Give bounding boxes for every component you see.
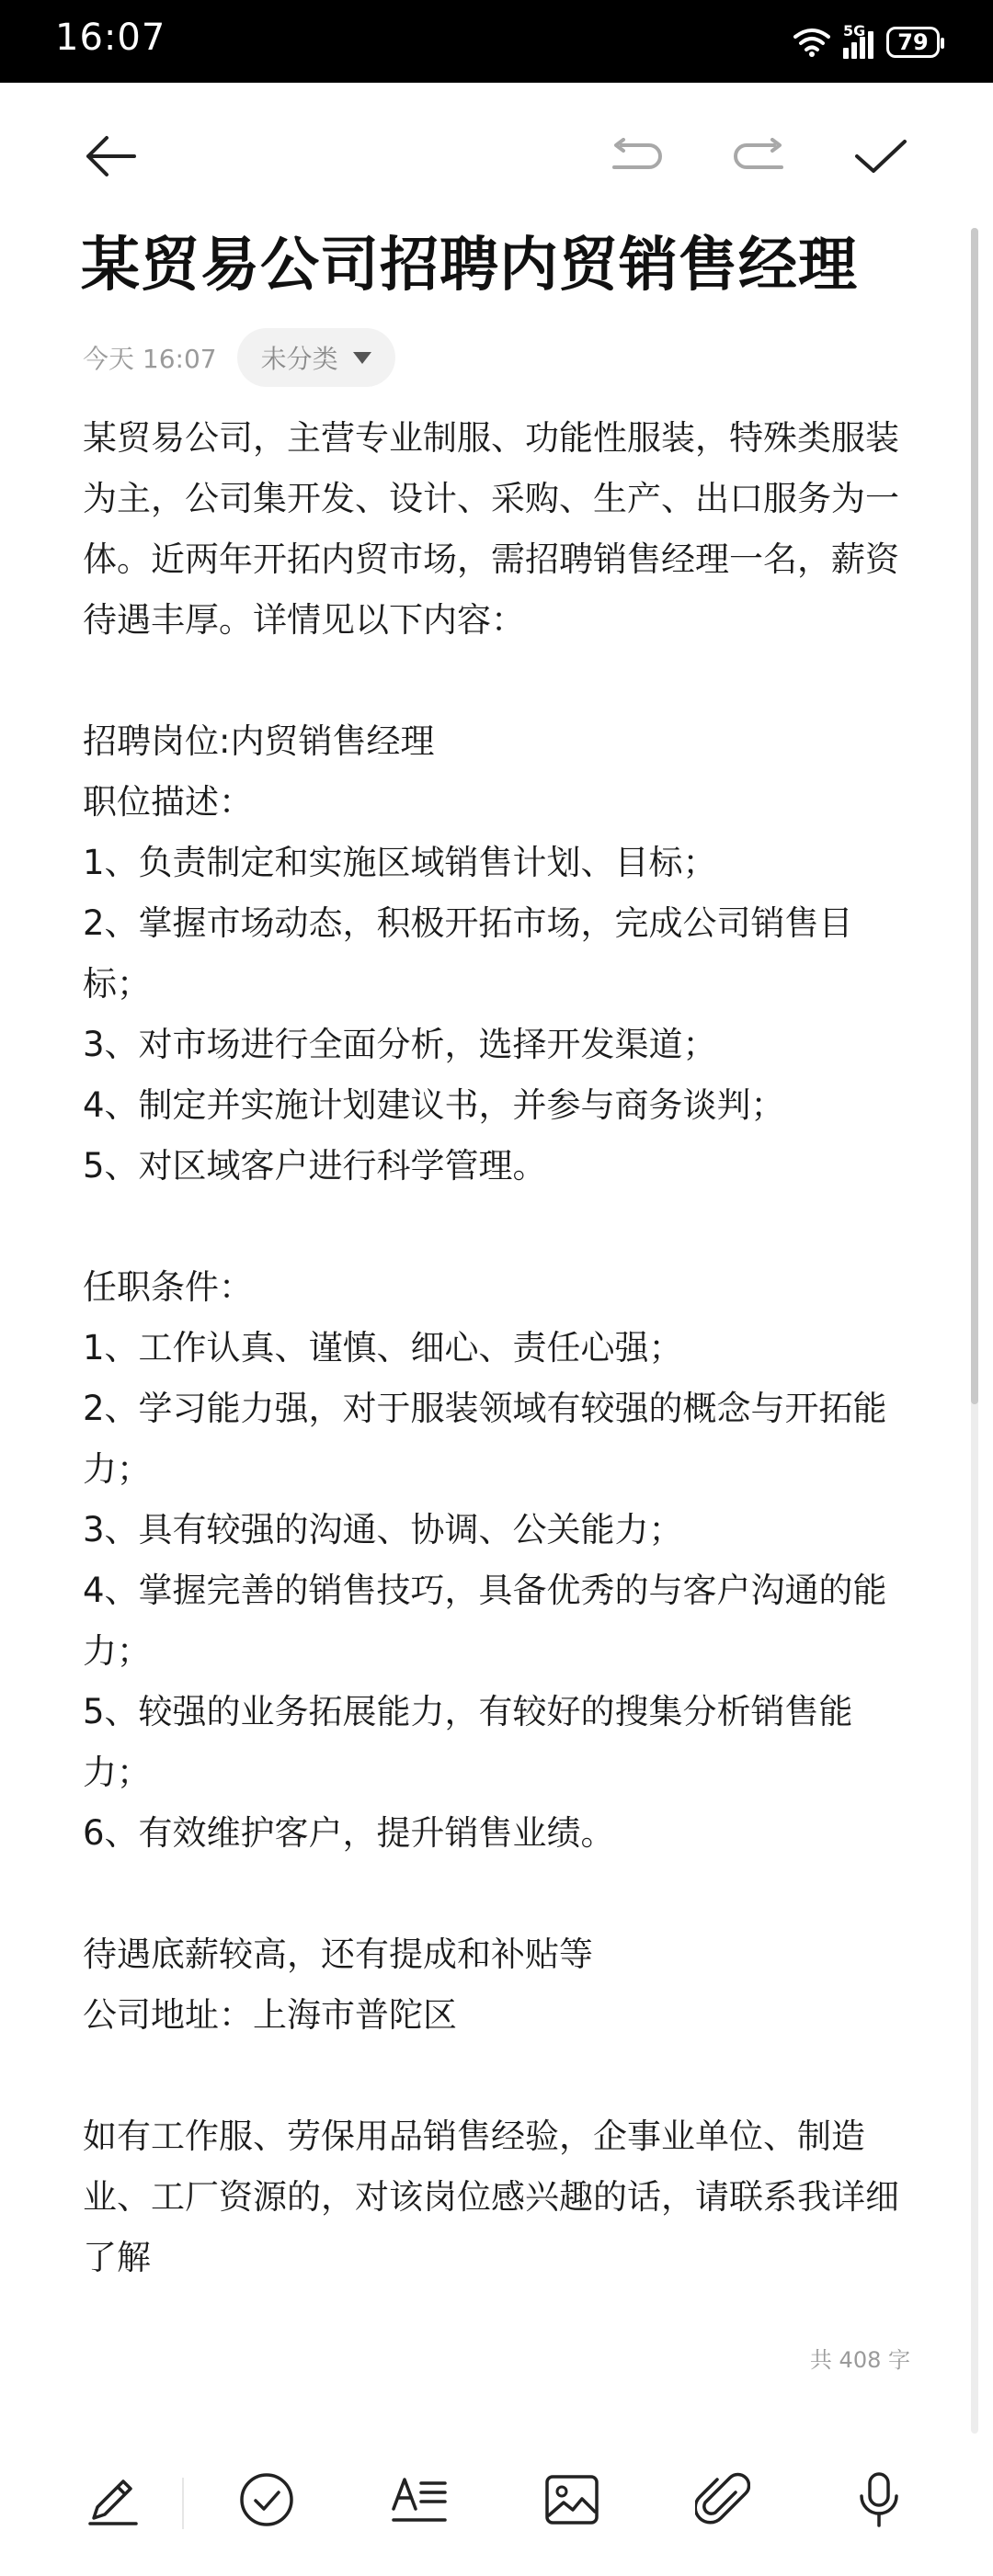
category-dropdown[interactable] [237, 328, 395, 387]
checklist-button[interactable] [230, 2463, 303, 2536]
attachment-button[interactable] [686, 2463, 759, 2536]
note-line: 待遇丰厚。详情见以下内容： [83, 600, 525, 640]
status-time: 16:07 [55, 17, 166, 59]
note-line: 3、对市场进行全面分析，选择开发渠道； [83, 1025, 717, 1064]
text-format-button[interactable] [382, 2463, 456, 2536]
note-line: 力； [83, 1449, 151, 1489]
note-line: 4、制定并实施计划建议书，并参与商务谈判； [83, 1085, 785, 1125]
note-line: 2、学习能力强，对于服装领域有较强的概念与开拓能 [83, 1389, 887, 1428]
battery-level: 79 [897, 29, 929, 55]
note-line: 1、负责制定和实施区域销售计划、目标； [83, 843, 717, 882]
bottom-toolbar [0, 2445, 993, 2555]
arrow-left-icon [83, 133, 138, 179]
note-meta [83, 327, 395, 388]
paperclip-icon [695, 2470, 750, 2529]
word-count: 共 408 字 [809, 2347, 910, 2373]
blank-line [83, 1864, 919, 1924]
caret-down-icon [353, 352, 371, 364]
note-line: 体。近两年开拓内贸市场，需招聘销售经理一名，薪资 [83, 539, 899, 579]
back-button[interactable] [74, 119, 147, 193]
network-type-label: 5G [843, 22, 866, 40]
note-line: 任职条件： [83, 1267, 253, 1307]
blank-line [83, 2046, 919, 2106]
undo-button[interactable] [599, 119, 673, 193]
status-icons [793, 24, 940, 61]
microphone-icon [856, 2470, 902, 2529]
note-line: 待遇底薪较高，还有提成和补贴等 [83, 1935, 593, 1974]
image-icon [543, 2473, 600, 2526]
done-button[interactable] [844, 119, 918, 193]
note-line: 某贸易公司，主营专业制服、功能性服装，特殊类服装 [83, 418, 899, 458]
note-line: 业、工厂资源的，对该岗位感兴趣的话，请联系我详细 [83, 2177, 899, 2217]
note-line: 2、掌握市场动态，积极开拓市场，完成公司销售目 [83, 903, 853, 943]
note-line: 标； [83, 964, 151, 1004]
note-line: 为主，公司集开发、设计、采购、生产、出口服务为一 [83, 479, 899, 518]
undo-icon [609, 138, 664, 175]
toolbar-divider [182, 2478, 184, 2529]
note-line: 5、对区域客户进行科学管理。 [83, 1146, 547, 1186]
handwriting-button[interactable] [75, 2463, 149, 2536]
note-line: 6、有效维护客户，提升销售业绩。 [83, 1813, 615, 1853]
note-line: 力； [83, 1753, 151, 1792]
note-line: 如有工作服、劳保用品销售经验，企事业单位、制造 [83, 2116, 865, 2156]
check-icon [853, 136, 908, 176]
text-format-icon [390, 2472, 449, 2527]
note-line: 力； [83, 1631, 151, 1671]
redo-icon [732, 138, 787, 175]
editor-top-bar [0, 83, 993, 230]
note-line: 公司地址：上海市普陀区 [83, 1995, 457, 2035]
voice-input-button[interactable] [842, 2463, 916, 2536]
blank-line [83, 1197, 919, 1257]
battery-icon [886, 27, 940, 58]
redo-button[interactable] [723, 119, 796, 193]
note-title[interactable]: 某贸易公司招聘内贸销售经理 [81, 232, 858, 300]
scrollbar-thumb[interactable] [971, 228, 978, 1404]
pen-icon [85, 2472, 140, 2527]
insert-image-button[interactable] [535, 2463, 609, 2536]
note-line: 4、掌握完善的销售技巧，具备优秀的与客户沟通的能 [83, 1571, 887, 1610]
note-line: 5、较强的业务拓展能力，有较好的搜集分析销售能 [83, 1692, 853, 1731]
blank-line [83, 651, 919, 711]
note-line: 1、工作认真、谨慎、细心、责任心强； [83, 1328, 683, 1367]
note-body[interactable] [83, 408, 919, 2288]
scrollbar[interactable] [971, 228, 978, 2434]
checkbox-circle-icon [237, 2470, 296, 2529]
category-label: 未分类 [260, 344, 338, 374]
note-line: 3、具有较强的沟通、协调、公关能力； [83, 1510, 683, 1549]
note-line: 职位描述： [83, 782, 253, 822]
note-line: 了解 [83, 2238, 151, 2277]
wifi-icon [793, 28, 830, 57]
status-bar [0, 0, 993, 83]
note-date: 今天 16:07 [83, 344, 217, 374]
cellular-signal [843, 22, 873, 59]
note-line: 招聘岗位:内贸销售经理 [83, 721, 435, 761]
